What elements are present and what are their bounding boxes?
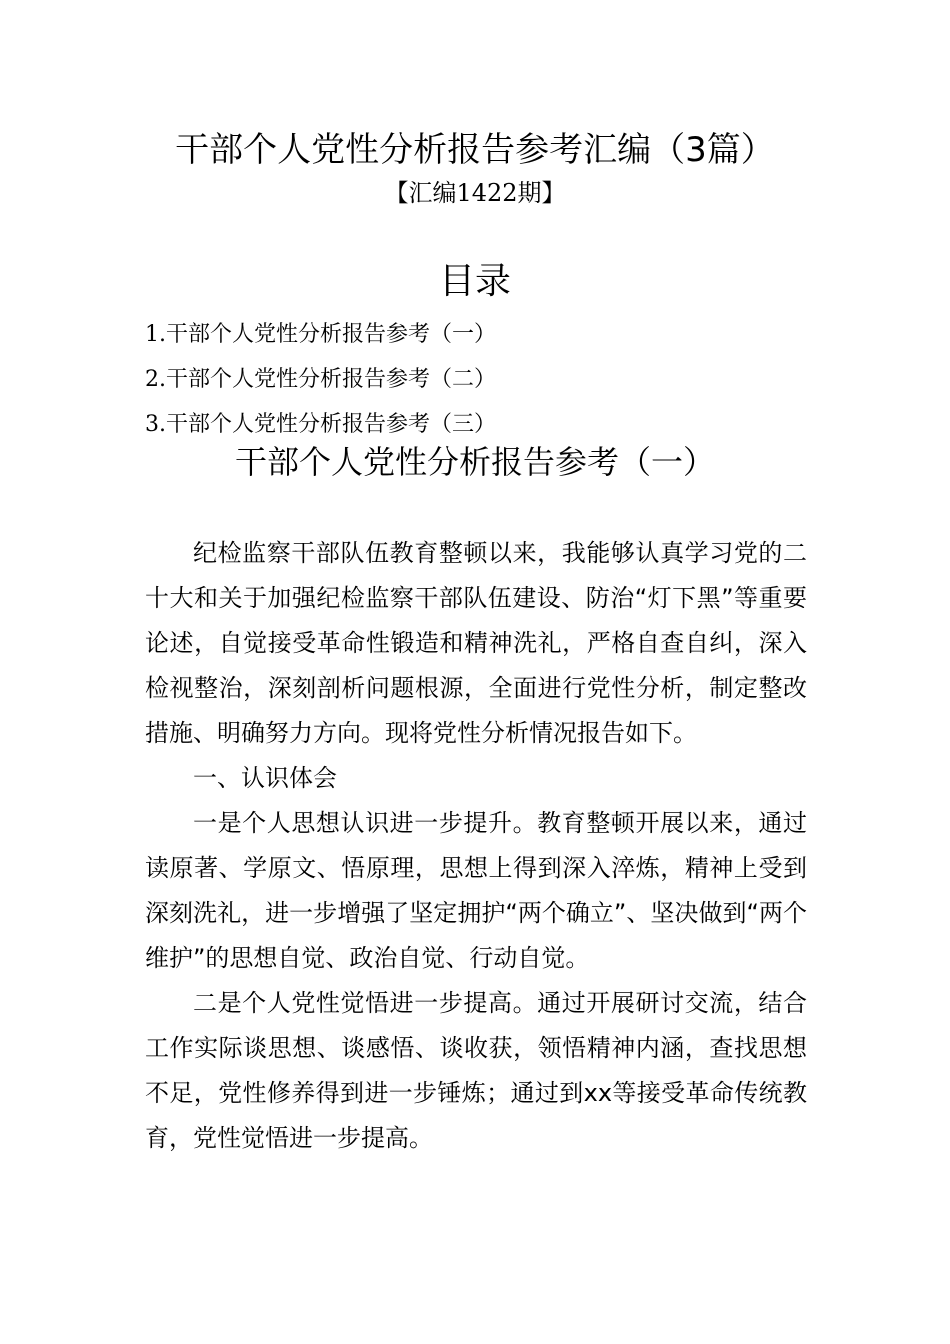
toc-item-text: 干部个人党性分析报告参考（一） bbox=[166, 322, 497, 347]
toc-item-text: 干部个人党性分析报告参考（三） bbox=[166, 412, 497, 437]
document-title: 干部个人党性分析报告参考汇编（3篇） bbox=[175, 130, 775, 170]
section-body bbox=[145, 531, 807, 1161]
body-paragraph-point-2: 二是个人党性觉悟进一步提高。通过开展研讨交流，结合工作实际谈思想、谈感悟、谈收获，领悟精神内涵，查找思想不足，党性修养得到进一步锤炼；通过到xx等接受革命传统教育，党性觉悟进一步提高。 bbox=[145, 989, 807, 1152]
table-of-contents bbox=[145, 312, 845, 447]
toc-item-number: 1. bbox=[145, 322, 166, 347]
toc-item-2[interactable] bbox=[145, 357, 845, 402]
toc-item-number: 2. bbox=[145, 367, 166, 392]
body-paragraph-point-1: 一是个人思想认识进一步提升。教育整顿开展以来，通过读原著、学原文、悟原理，思想上得到深入淬炼，精神上受到深刻洗礼，进一步增强了坚定拥护“两个确立”、坚决做到“两个维护”的思想自觉、政治自觉、行动自觉。 bbox=[145, 809, 807, 972]
document-subtitle: 【汇编1422期】 bbox=[384, 179, 566, 207]
toc-item-text: 干部个人党性分析报告参考（二） bbox=[166, 367, 497, 392]
subsection-heading: 一、认识体会 bbox=[193, 764, 337, 792]
toc-item-1[interactable] bbox=[145, 312, 845, 357]
body-paragraph-intro: 纪检监察干部队伍教育整顿以来，我能够认真学习党的二十大和关于加强纪检监察干部队伍建设、防治“灯下黑”等重要论述，自觉接受革命性锻造和精神洗礼，严格自查自纠，深入检视整治，深刻剖析问题根源，全面进行党性分析，制定整改措施、明确努力方向。现将党性分析情况报告如下。 bbox=[145, 539, 807, 747]
toc-heading: 目录 bbox=[438, 261, 511, 302]
section-title: 干部个人党性分析报告参考（一） bbox=[234, 443, 715, 481]
toc-item-number: 3. bbox=[145, 412, 166, 437]
